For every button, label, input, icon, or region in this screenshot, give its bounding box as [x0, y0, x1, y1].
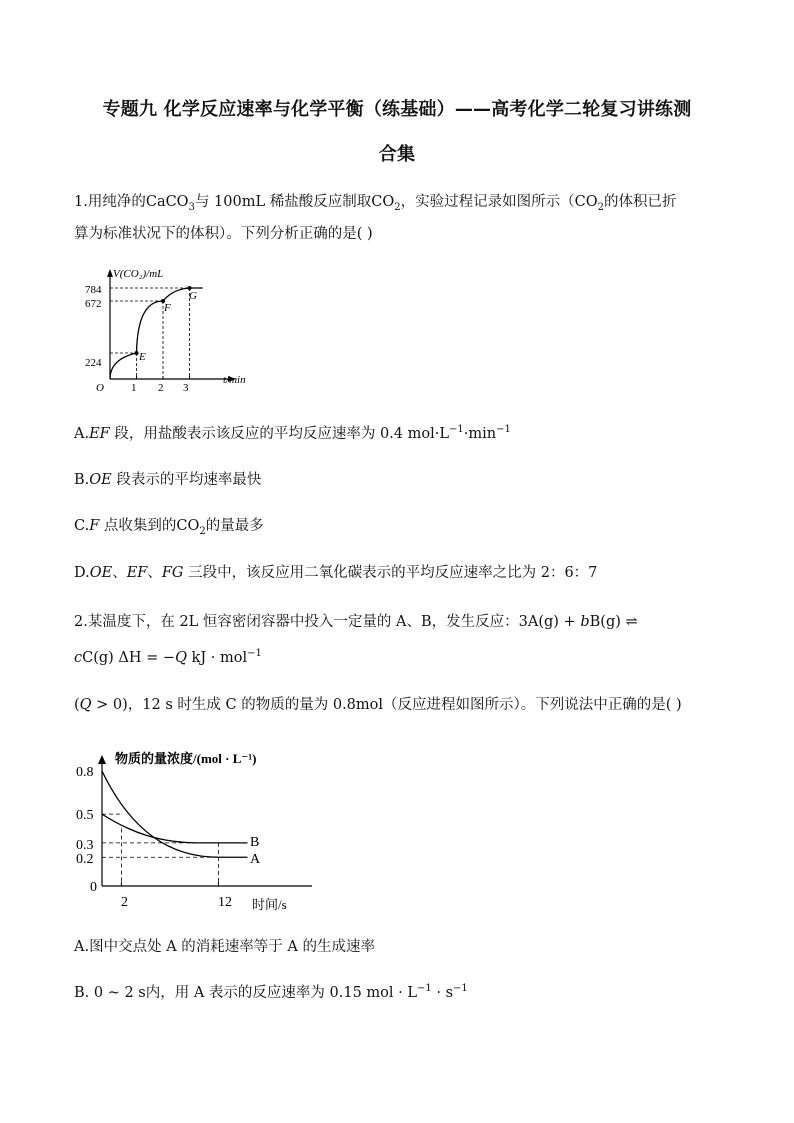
q2-series-b-curve: [102, 814, 248, 843]
q1-xtick-3: 3: [183, 382, 189, 394]
q2-xtick-12: 12: [218, 895, 232, 910]
q2-ytick-0.2: 0.2: [76, 852, 94, 867]
q1-ytick-224: 224: [85, 357, 102, 369]
q2-xlabel: 时间/s: [252, 897, 287, 912]
q2-option-b[interactable]: B. 0 ~ 2 s内，用 A 表示的反应速率为 0.15 mol · $L^{-1} \cdot s^{-1}$: [74, 983, 468, 1001]
q1-ytick-672: 672: [85, 298, 102, 310]
q1-stem-line2: 算为标准状况下的体积）。下列分析正确的是( ): [74, 226, 373, 242]
q1-option-a[interactable]: A.EF 段，用盐酸表示该反应的平均反应速率为 0.4 $mol\cdot L^{-1}\cdot\min^{-1}$: [74, 424, 511, 442]
q1-co2-volume-graph: [80, 260, 250, 395]
q2-stem-line3: (Q > 0)，12 s 时生成 C 的物质的量为 0.8mol（反应进程如图所示）。下列说法中正确的是( ): [74, 697, 682, 713]
q2-xtick-2: 2: [121, 895, 128, 910]
q1-xlabel: t/min: [223, 374, 246, 386]
page-title-continued: 合集: [378, 144, 416, 165]
q1-stem-line1: 1.用纯净的CaCO$_3$与 100mL 稀盐酸反应制取$CO_2$，实验过程记录如图所示（$CO_2$的体积已折: [74, 194, 677, 213]
q1-ylabel: V(CO₂)/mL: [113, 268, 164, 280]
q2-series-label-b: B: [250, 835, 260, 850]
q1-point-e: [135, 351, 139, 355]
q2-ytick-0.3: 0.3: [76, 838, 94, 853]
q2-axes: [98, 755, 312, 890]
q1-point-label-g: G: [189, 290, 197, 302]
q2-origin: 0: [90, 880, 97, 895]
q1-point-label-f: F: [164, 302, 171, 314]
q2-ytick-0.8: 0.8: [76, 765, 94, 780]
q1-ytick-784: 784: [85, 284, 102, 296]
q2-series-a-curve: [102, 771, 248, 857]
q1-xtick-1: 1: [131, 382, 137, 394]
q2-stem-line2: cC(g) ΔH = −Q kJ · mol$^{-1}$: [74, 648, 262, 666]
q1-origin: O: [96, 382, 104, 394]
page-title: 专题九 化学反应速率与化学平衡（练基础）——高考化学二轮复习讲练测: [102, 99, 692, 120]
q2-ytick-0.5: 0.5: [76, 808, 94, 823]
q1-option-c[interactable]: C.F 点收集到的$CO_2$的量最多: [74, 518, 264, 537]
q2-concentration-graph: [72, 745, 312, 915]
q1-option-d[interactable]: D.OE、EF、FG 三段中，该反应用二氧化碳表示的平均反应速率之比为 2：6：7: [74, 565, 598, 581]
q1-option-b[interactable]: B.OE 段表示的平均速率最快: [74, 472, 262, 488]
q2-stem-line1: 2.某温度下，在 2L 恒容密闭容器中投入一定量的 A、B，发生反应：3A(g) + bB(g) ⇌: [74, 614, 638, 630]
q2-option-a[interactable]: A.图中交点处 A 的消耗速率等于 A 的生成速率: [74, 939, 375, 955]
q2-series-label-a: A: [250, 852, 261, 867]
q1-point-label-e: E: [139, 351, 146, 363]
q2-ylabel: 物质的量浓度/(mol · L⁻¹): [115, 751, 257, 766]
q1-axes: [107, 269, 236, 382]
q1-xtick-2: 2: [158, 382, 164, 394]
